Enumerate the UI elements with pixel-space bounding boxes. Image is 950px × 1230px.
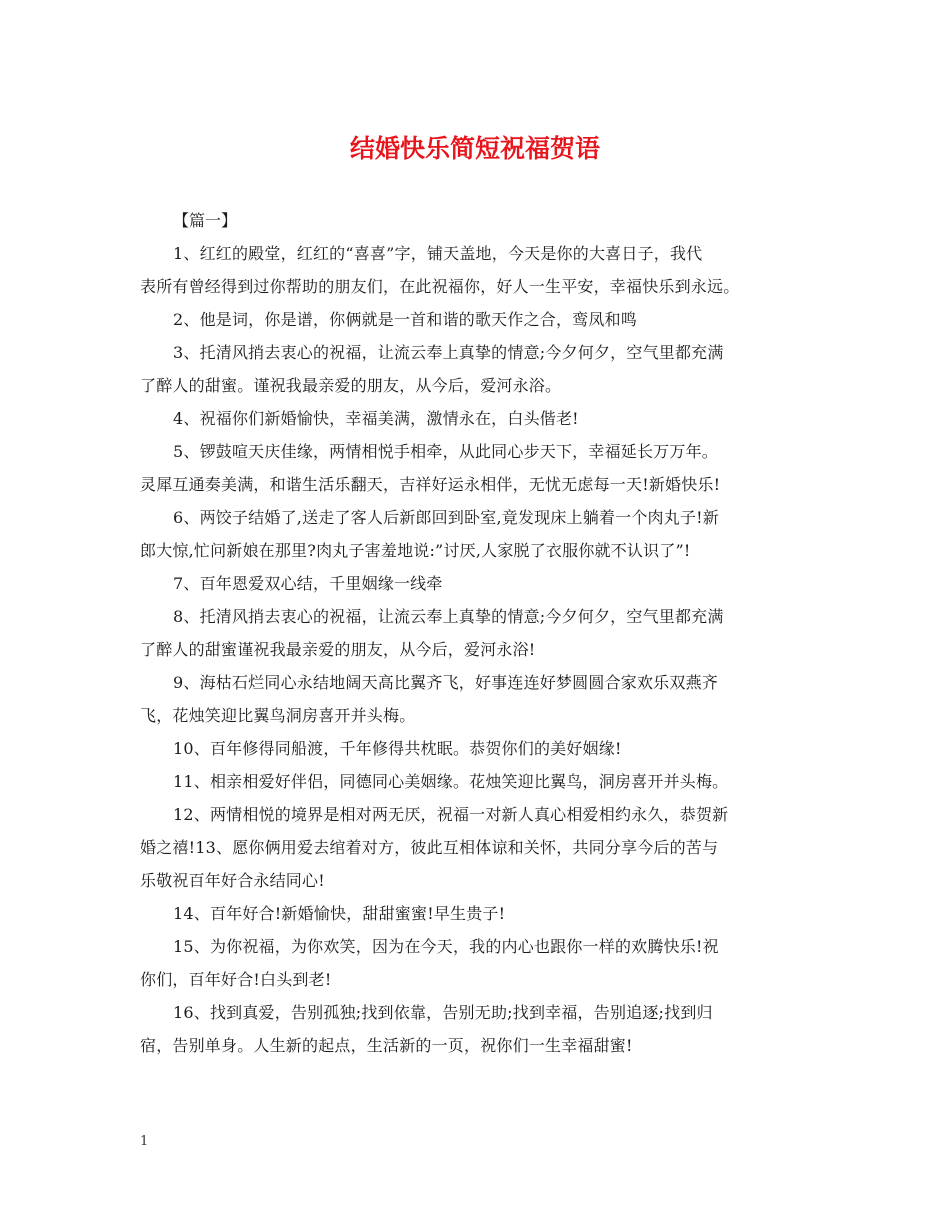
paragraph-line: 11、相亲相爱好伴侣，同德同心美姻缘。花烛笑迎比翼鸟，洞房喜开并头梅。: [173, 772, 729, 791]
paragraph-line: 9、海枯石烂同心永结地阔天高比翼齐飞，好事连连好梦圆圆合家欢乐双燕齐: [173, 673, 718, 692]
paragraph-line: 婚之禧!13、愿你俩用爱去绾着对方，彼此互相体谅和关怀，共同分享今后的苦与: [140, 838, 719, 857]
paragraph-line: 4、祝福你们新婚愉快，幸福美满，激情永在，白头偕老!: [173, 409, 579, 428]
paragraph: [140, 237, 816, 303]
paragraph-line: 16、找到真爱，告别孤独;找到依靠，告别无助;找到幸福，告别追逐;找到归: [173, 1003, 713, 1022]
paragraph: [140, 402, 816, 435]
paragraph-line: 8、托清风捎去衷心的祝福，让流云奉上真挚的情意;今夕何夕，空气里都充满: [173, 607, 724, 626]
paragraph: [140, 336, 816, 402]
paragraph-line: 1、红红的殿堂，红红的“喜喜”字，铺天盖地，今天是你的大喜日子，我代: [173, 244, 703, 263]
paragraph-list: [140, 237, 816, 1062]
paragraph: [140, 567, 816, 600]
paragraph-line: 14、百年好合!新婚愉快，甜甜蜜蜜!早生贵子!: [173, 904, 506, 923]
paragraph-line: 灵犀互通奏美满，和谐生活乐翻天，吉祥好运永相伴，无忧无虑每一天!新婚快乐!: [140, 475, 721, 494]
paragraph-line: 你们，百年好合!白头到老!: [140, 970, 332, 989]
paragraph-line: 6、两饺子结婚了,送走了客人后新郎回到卧室,竟发现床上躺着一个肉丸子!新: [173, 508, 719, 527]
paragraph: [140, 996, 816, 1062]
paragraph: [140, 303, 816, 336]
page-number: 1: [140, 1134, 149, 1149]
paragraph: [140, 897, 816, 930]
section-label: 【篇一】: [173, 211, 238, 230]
paragraph-line: 15、为你祝福，为你欢笑，因为在今天，我的内心也跟你一样的欢腾快乐!祝: [173, 937, 719, 956]
document-title: 结婚快乐简短祝福贺语: [349, 134, 600, 163]
paragraph: [140, 732, 816, 765]
paragraph: [140, 600, 816, 666]
paragraph-line: 7、百年恩爱双心结，千里姻缘一线牵: [173, 574, 443, 593]
paragraph: [140, 435, 816, 501]
paragraph-line: 10、百年修得同船渡，千年修得共枕眠。恭贺你们的美好姻缘!: [173, 739, 622, 758]
paragraph: [140, 501, 816, 567]
paragraph-line: 表所有曾经得到过你帮助的朋友们，在此祝福你，好人一生平安，幸福快乐到永远。: [140, 277, 740, 296]
paragraph-line: 郎大惊,忙问新娘在那里?肉丸子害羞地说:”讨厌,人家脱了衣服你就不认识了”!: [140, 541, 691, 560]
paragraph-line: 12、两情相悦的境界是相对两无厌，祝福一对新人真心相爱相约永久，恭贺新: [173, 805, 729, 824]
paragraph-line: 飞，花烛笑迎比翼鸟洞房喜开并头梅。: [140, 706, 416, 725]
paragraph: [140, 765, 816, 798]
paragraph-line: 乐敬祝百年好合永结同心!: [140, 871, 325, 890]
paragraph-line: 5、锣鼓喧天庆佳缘，两情相悦手相牵，从此同心步天下，幸福延长万万年。: [173, 442, 718, 461]
paragraph-line: 2、他是词，你是谱，你俩就是一首和谐的歌天作之合，鸾凤和鸣: [173, 310, 637, 329]
paragraph: [140, 798, 816, 897]
paragraph-line: 了醉人的甜蜜谨祝我最亲爱的朋友，从今后，爱河永浴!: [140, 640, 536, 659]
paragraph: [140, 666, 816, 732]
paragraph: [140, 930, 816, 996]
paragraph-line: 3、托清风捎去衷心的祝福，让流云奉上真挚的情意;今夕何夕，空气里都充满: [173, 343, 724, 362]
document-body: [140, 204, 816, 1062]
paragraph-line: 宿，告别单身。人生新的起点，生活新的一页，祝你们一生幸福甜蜜!: [140, 1036, 633, 1055]
paragraph-line: 了醉人的甜蜜。谨祝我最亲爱的朋友，从今后，爱河永浴。: [140, 376, 562, 395]
